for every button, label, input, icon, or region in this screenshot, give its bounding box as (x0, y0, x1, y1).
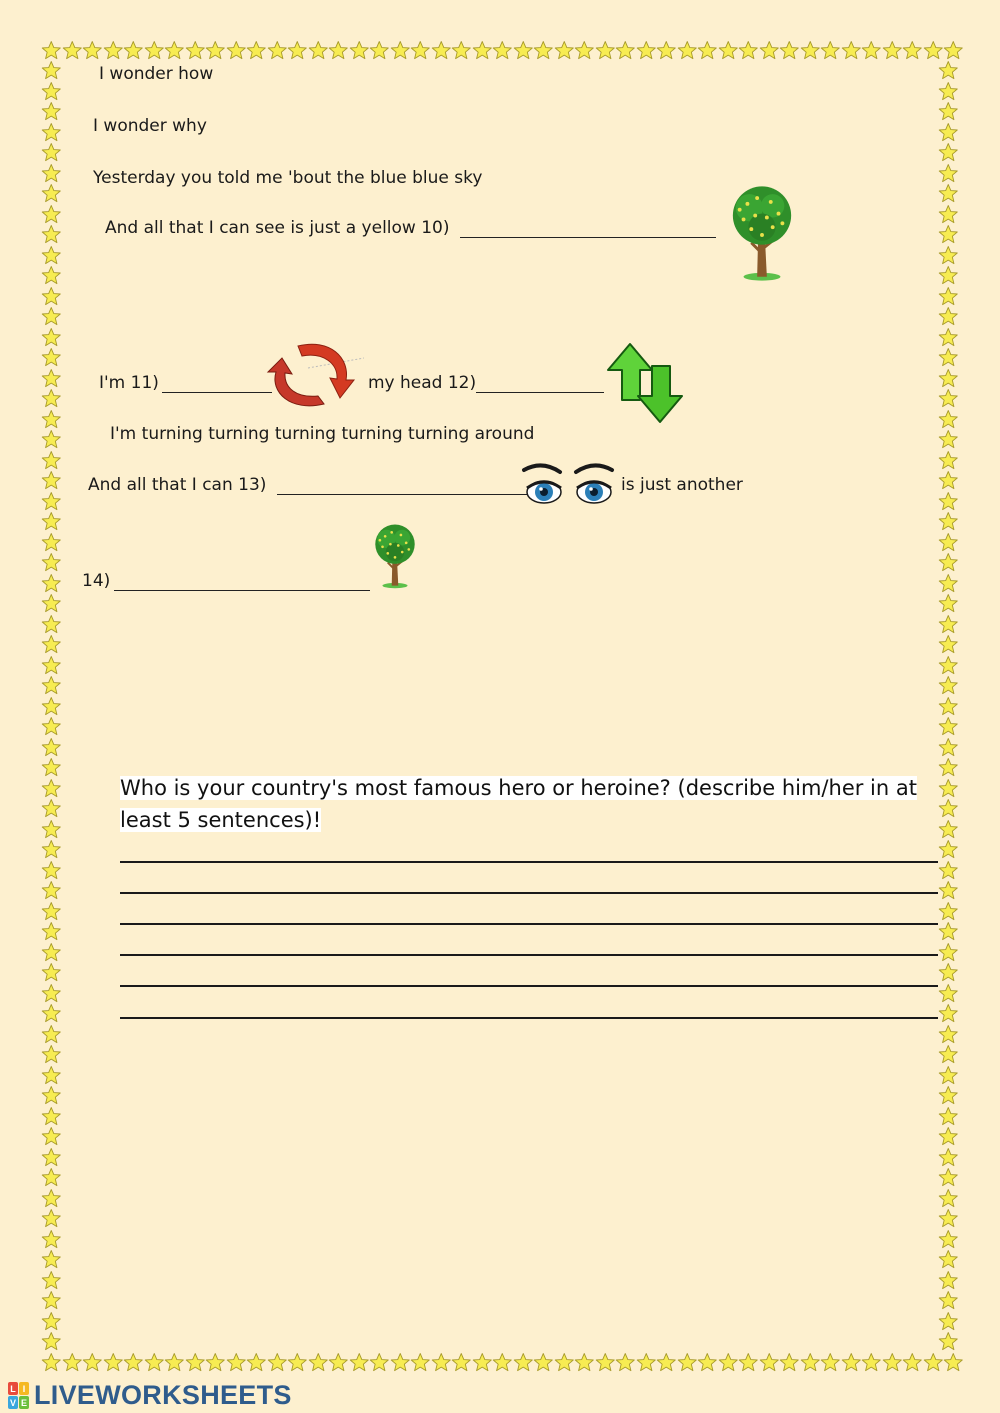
star-icon (938, 429, 959, 450)
star-icon (533, 40, 554, 61)
answer-13-input[interactable] (277, 473, 533, 495)
star-icon (841, 1352, 862, 1373)
star-icon (938, 593, 959, 614)
star-icon (902, 1352, 923, 1373)
star-icon (144, 1352, 165, 1373)
star-icon (62, 1352, 83, 1373)
star-icon (431, 1352, 452, 1373)
lyric-line-5-middle: my head 12) (368, 373, 477, 393)
star-icon (41, 101, 62, 122)
star-icon (938, 245, 959, 266)
writing-prompt (120, 772, 930, 836)
star-icon (615, 1352, 636, 1373)
star-icon (938, 1126, 959, 1147)
star-icon (938, 901, 959, 922)
up-down-arrows-icon (606, 342, 686, 424)
star-icon (938, 60, 959, 81)
star-icon (41, 429, 62, 450)
star-icon (938, 962, 959, 983)
star-icon (246, 1352, 267, 1373)
star-icon (349, 1352, 370, 1373)
tree-icon (372, 522, 418, 590)
star-icon (226, 40, 247, 61)
star-icon (938, 347, 959, 368)
star-icon (287, 40, 308, 61)
answer-12-input[interactable] (476, 371, 604, 393)
star-icon (513, 40, 534, 61)
star-icon (492, 1352, 513, 1373)
star-icon (779, 1352, 800, 1373)
star-icon (41, 1249, 62, 1270)
star-icon (938, 880, 959, 901)
star-icon (938, 1065, 959, 1086)
star-icon (779, 40, 800, 61)
writing-line-3[interactable] (120, 923, 938, 925)
star-icon (938, 573, 959, 594)
star-icon (328, 1352, 349, 1373)
star-icon (677, 40, 698, 61)
star-icon (943, 40, 964, 61)
star-icon (226, 1352, 247, 1373)
star-icon (718, 40, 739, 61)
star-icon (41, 204, 62, 225)
star-icon (185, 1352, 206, 1373)
star-icon (205, 1352, 226, 1373)
star-icon (41, 757, 62, 778)
star-icon (938, 798, 959, 819)
star-icon (41, 183, 62, 204)
star-icon (82, 1352, 103, 1373)
star-icon (472, 40, 493, 61)
lyric-line-7-prefix: And all that I can 13) (88, 475, 267, 495)
star-icon (41, 40, 62, 61)
star-icon (41, 634, 62, 655)
star-icon (472, 1352, 493, 1373)
writing-line-2[interactable] (120, 892, 938, 894)
star-icon (41, 532, 62, 553)
star-icon (144, 40, 165, 61)
answer-11-input[interactable] (162, 371, 272, 393)
svg-text:L: L (10, 1383, 16, 1394)
star-icon (882, 1352, 903, 1373)
star-icon (938, 614, 959, 635)
star-icon (574, 1352, 595, 1373)
star-icon (41, 122, 62, 143)
star-icon (800, 40, 821, 61)
lyric-line-1: I wonder how (99, 64, 214, 84)
answer-10-input[interactable] (460, 216, 716, 238)
star-icon (41, 450, 62, 471)
star-icon (938, 778, 959, 799)
star-icon (938, 942, 959, 963)
star-icon (615, 40, 636, 61)
star-icon (41, 163, 62, 184)
star-icon (451, 1352, 472, 1373)
star-icon (41, 1147, 62, 1168)
star-icon (41, 81, 62, 102)
star-icon (390, 1352, 411, 1373)
star-icon (123, 1352, 144, 1373)
star-icon (656, 1352, 677, 1373)
star-icon (938, 306, 959, 327)
star-icon (938, 1085, 959, 1106)
star-icon (328, 40, 349, 61)
lyric-line-2: I wonder why (93, 116, 207, 136)
star-icon (861, 40, 882, 61)
star-icon (41, 327, 62, 348)
star-icon (41, 1003, 62, 1024)
star-icon (938, 1229, 959, 1250)
star-icon (41, 675, 62, 696)
star-icon (41, 142, 62, 163)
star-icon (41, 1270, 62, 1291)
star-icon (938, 142, 959, 163)
star-icon (938, 204, 959, 225)
writing-prompt-line-2: least 5 sentences)! (120, 808, 322, 832)
star-icon (902, 40, 923, 61)
star-icon (41, 265, 62, 286)
star-icon (41, 1290, 62, 1311)
star-border-bottom (41, 1352, 964, 1373)
star-icon (41, 60, 62, 81)
rotate-arrows-icon (264, 340, 364, 410)
star-icon (533, 1352, 554, 1373)
star-icon (938, 286, 959, 307)
star-icon (759, 40, 780, 61)
star-border-top (41, 40, 964, 61)
star-icon (938, 983, 959, 1004)
star-icon (41, 1167, 62, 1188)
star-icon (677, 1352, 698, 1373)
star-icon (938, 675, 959, 696)
writing-line-6[interactable] (120, 1017, 938, 1019)
star-icon (41, 368, 62, 389)
star-icon (938, 511, 959, 532)
star-icon (41, 819, 62, 840)
star-icon (938, 368, 959, 389)
star-icon (938, 1290, 959, 1311)
star-icon (41, 614, 62, 635)
star-icon (938, 819, 959, 840)
star-icon (938, 655, 959, 676)
star-icon (938, 81, 959, 102)
star-icon (697, 1352, 718, 1373)
star-icon (349, 40, 370, 61)
star-icon (636, 1352, 657, 1373)
star-icon (938, 265, 959, 286)
writing-line-5[interactable] (120, 985, 938, 987)
star-icon (938, 122, 959, 143)
star-icon (595, 40, 616, 61)
lyric-line-8-prefix: 14) (82, 571, 111, 591)
star-icon (431, 40, 452, 61)
star-icon (882, 40, 903, 61)
liveworksheets-brand (8, 1380, 292, 1411)
star-icon (246, 40, 267, 61)
star-icon (718, 1352, 739, 1373)
star-icon (938, 1044, 959, 1065)
star-icon (62, 40, 83, 61)
star-icon (41, 1352, 62, 1373)
star-icon (41, 880, 62, 901)
star-icon (41, 245, 62, 266)
star-icon (759, 1352, 780, 1373)
star-icon (938, 696, 959, 717)
star-icon (41, 470, 62, 491)
star-icon (41, 798, 62, 819)
star-border-right (938, 60, 959, 1352)
lyric-line-5-prefix: I'm 11) (99, 373, 159, 393)
writing-line-4[interactable] (120, 954, 938, 956)
star-icon (938, 1106, 959, 1127)
star-icon (554, 40, 575, 61)
star-icon (636, 40, 657, 61)
star-icon (41, 1311, 62, 1332)
star-icon (938, 1331, 959, 1352)
lyric-line-7-suffix: is just another (621, 475, 743, 495)
star-icon (164, 40, 185, 61)
star-icon (41, 409, 62, 430)
brand-name: LIVEWORKSHEETS (34, 1380, 292, 1410)
star-icon (938, 470, 959, 491)
star-icon (369, 40, 390, 61)
star-icon (308, 40, 329, 61)
star-icon (82, 40, 103, 61)
star-icon (938, 1311, 959, 1332)
star-icon (938, 1249, 959, 1270)
star-icon (41, 1126, 62, 1147)
star-icon (820, 40, 841, 61)
star-icon (41, 655, 62, 676)
star-icon (861, 1352, 882, 1373)
star-icon (656, 40, 677, 61)
star-icon (41, 1065, 62, 1086)
writing-line-1[interactable] (120, 861, 938, 863)
star-icon (41, 1106, 62, 1127)
star-icon (410, 40, 431, 61)
lyric-line-4: And all that I can see is just a yellow 10) (105, 218, 450, 238)
star-icon (41, 573, 62, 594)
star-icon (938, 101, 959, 122)
star-icon (938, 860, 959, 881)
lyric-line-3: Yesterday you told me 'bout the blue blue sky (93, 168, 483, 188)
star-icon (390, 40, 411, 61)
star-icon (820, 1352, 841, 1373)
star-icon (41, 716, 62, 737)
star-border-left (41, 60, 62, 1352)
svg-text:V: V (9, 1397, 17, 1408)
star-icon (41, 511, 62, 532)
star-icon (41, 839, 62, 860)
liveworksheets-logo-icon (8, 1382, 30, 1410)
star-icon (697, 40, 718, 61)
star-icon (41, 901, 62, 922)
star-icon (287, 1352, 308, 1373)
star-icon (938, 388, 959, 409)
star-icon (938, 532, 959, 553)
star-icon (185, 40, 206, 61)
star-icon (41, 593, 62, 614)
star-icon (938, 1270, 959, 1291)
star-icon (938, 1167, 959, 1188)
star-icon (41, 286, 62, 307)
star-icon (938, 716, 959, 737)
star-icon (41, 737, 62, 758)
star-icon (938, 163, 959, 184)
star-icon (938, 921, 959, 942)
star-icon (938, 450, 959, 471)
star-icon (923, 40, 944, 61)
lyric-line-6: I'm turning turning turning turning turning around (110, 424, 535, 444)
star-icon (41, 552, 62, 573)
star-icon (41, 1229, 62, 1250)
star-icon (41, 306, 62, 327)
star-icon (841, 40, 862, 61)
star-icon (938, 327, 959, 348)
star-icon (938, 1208, 959, 1229)
star-icon (308, 1352, 329, 1373)
star-icon (938, 224, 959, 245)
star-icon (41, 962, 62, 983)
star-icon (938, 409, 959, 430)
star-icon (938, 737, 959, 758)
star-icon (103, 1352, 124, 1373)
svg-text:I: I (22, 1383, 26, 1394)
writing-prompt-line-1: Who is your country's most famous hero or heroine? (describe him/her in at (120, 776, 917, 800)
star-icon (938, 1003, 959, 1024)
star-icon (492, 40, 513, 61)
star-icon (41, 942, 62, 963)
star-icon (41, 1208, 62, 1229)
star-icon (800, 1352, 821, 1373)
star-icon (41, 983, 62, 1004)
star-icon (41, 921, 62, 942)
star-icon (938, 183, 959, 204)
star-icon (938, 1188, 959, 1209)
star-icon (943, 1352, 964, 1373)
star-icon (41, 347, 62, 368)
star-icon (41, 860, 62, 881)
star-icon (369, 1352, 390, 1373)
star-icon (267, 1352, 288, 1373)
star-icon (41, 778, 62, 799)
star-icon (103, 40, 124, 61)
star-icon (554, 1352, 575, 1373)
star-icon (938, 491, 959, 512)
star-icon (938, 757, 959, 778)
star-icon (267, 40, 288, 61)
star-icon (513, 1352, 534, 1373)
star-icon (41, 1331, 62, 1352)
star-icon (923, 1352, 944, 1373)
star-icon (938, 1024, 959, 1045)
star-icon (410, 1352, 431, 1373)
star-icon (574, 40, 595, 61)
eyes-icon (514, 460, 622, 508)
star-icon (938, 552, 959, 573)
star-icon (41, 1044, 62, 1065)
star-icon (938, 1147, 959, 1168)
star-icon (205, 40, 226, 61)
star-icon (41, 388, 62, 409)
star-icon (41, 224, 62, 245)
star-icon (938, 839, 959, 860)
star-icon (41, 696, 62, 717)
star-icon (41, 491, 62, 512)
star-icon (938, 634, 959, 655)
tree-icon (728, 183, 796, 283)
star-icon (738, 40, 759, 61)
star-icon (123, 40, 144, 61)
star-icon (41, 1085, 62, 1106)
answer-14-input[interactable] (114, 569, 370, 591)
svg-text:E: E (20, 1397, 28, 1408)
star-icon (738, 1352, 759, 1373)
star-icon (164, 1352, 185, 1373)
star-icon (41, 1024, 62, 1045)
star-icon (41, 1188, 62, 1209)
star-icon (451, 40, 472, 61)
star-icon (595, 1352, 616, 1373)
